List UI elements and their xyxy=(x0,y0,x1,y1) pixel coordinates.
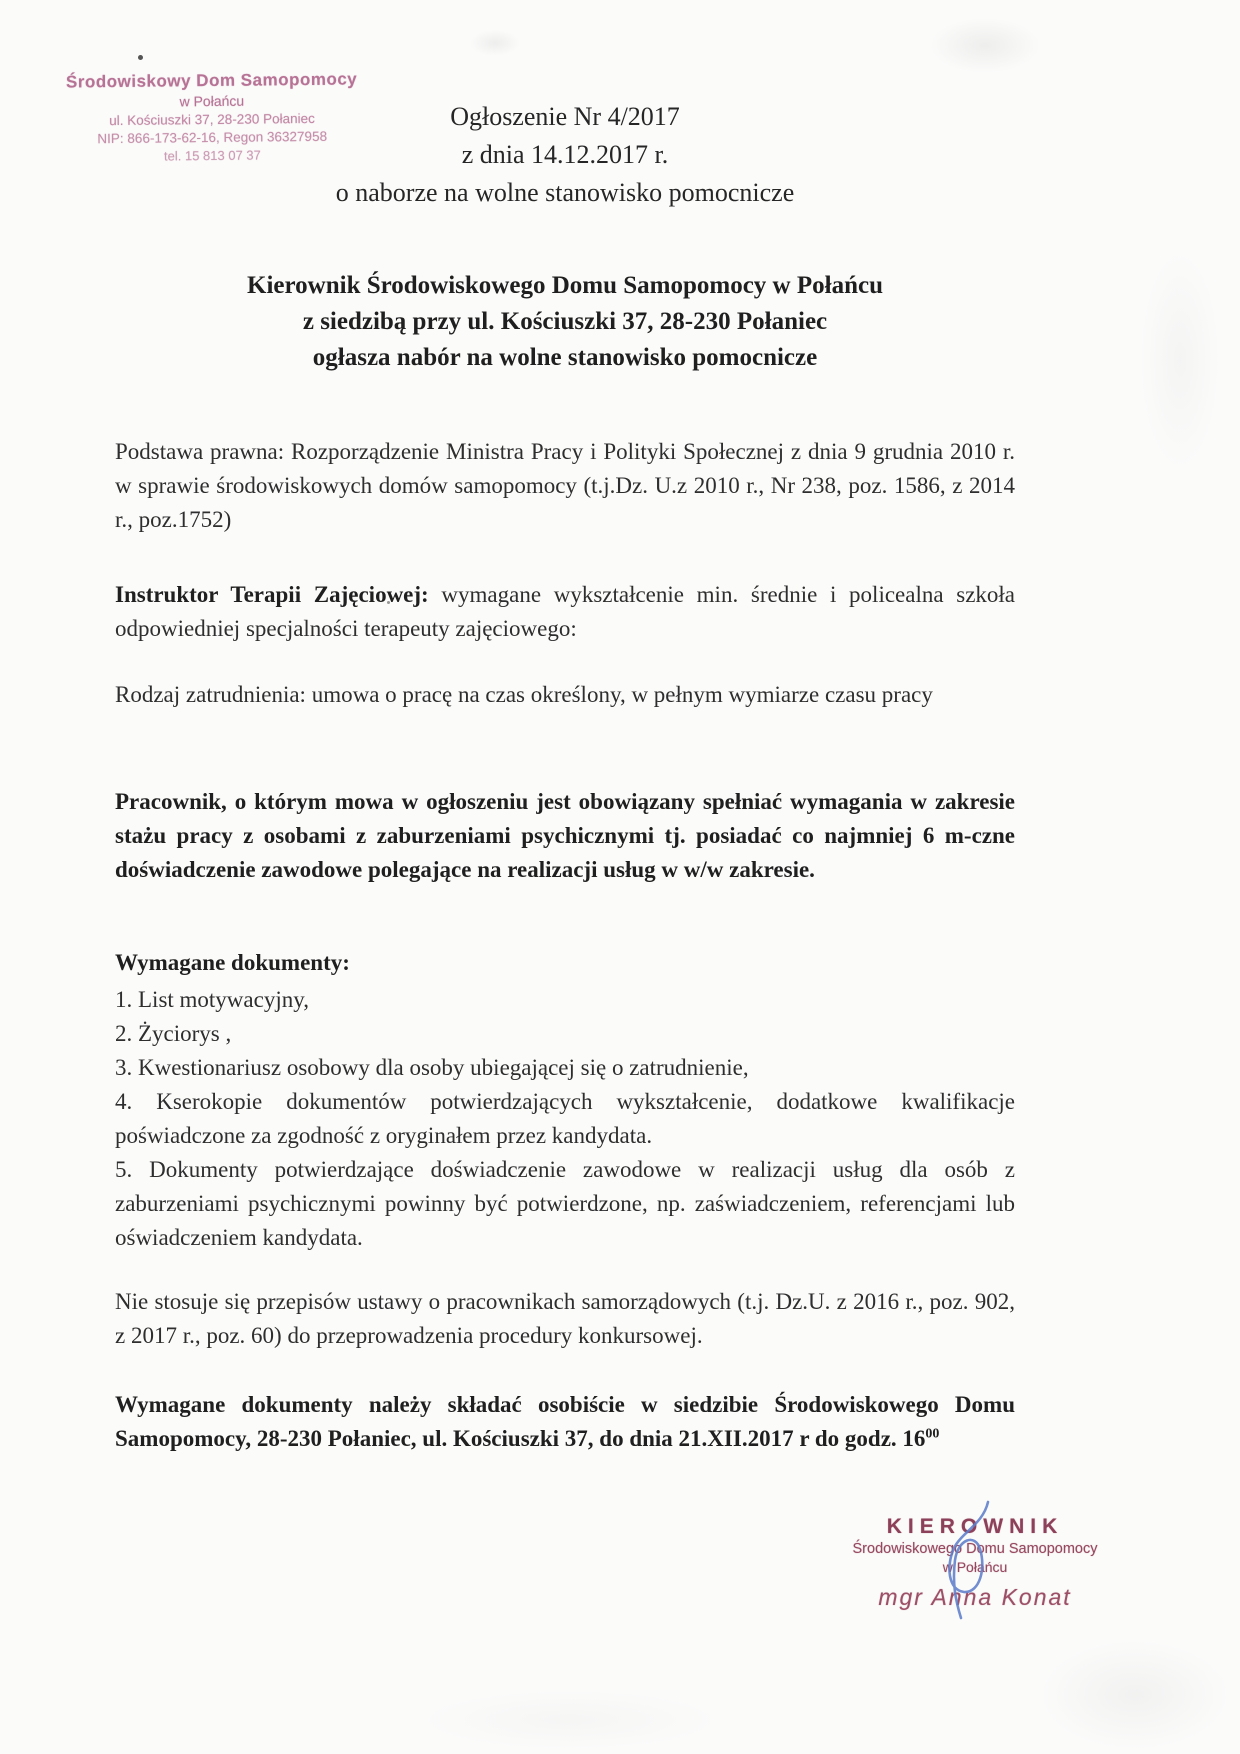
document-list-item: 2. Życiorys , xyxy=(115,1021,232,1046)
submission-text: Wymagane dokumenty należy składać osobiście w siedzibie Środowiskowego Domu Samopomocy, 28-230 Połaniec, ul. Kościuszki 37, do dnia 21.XII.2017 r do godz. 16 xyxy=(115,1392,1015,1451)
document-list-item: 5. Dokumenty potwierdzające doświadczenie zawodowe w realizacji usług dla osób z zaburzeniami psychicznymi powinny być potwierdzone, np. zaświadczeniem, referencjami lub oświadczeniem kandydata. xyxy=(115,1157,1015,1250)
position-requirements: wymagane wykształcenie min. średnie i policealna szkoła odpowiedniej specjalności terapeuty zajęciowego: xyxy=(115,582,1016,641)
paragraph-legal-basis: Podstawa prawna: Rozporządzenie Ministra Pracy i Polityki Społecznej z dnia 9 grudnia 2010 r. w sprawie środowiskowych domów samopomocy (t.j.Dz. U.z 2010 r., Nr 238, poz. 1586, z 2014 r., poz.1752) xyxy=(115,439,1015,532)
scan-smudge xyxy=(1040,1640,1230,1750)
office-stamp-phone: tel. 15 813 07 37 xyxy=(163,147,261,164)
announcement-subject: o naborze na wolne stanowisko pomocnicze xyxy=(335,178,795,207)
office-stamp-nip-regon: NIP: 866-173-62-16, Regon 36327958 xyxy=(97,128,328,147)
submission-hour-superscript: 00 xyxy=(925,1426,940,1442)
signature-stamp-city: w Połańcu xyxy=(942,1559,1008,1575)
document-list-item: 3. Kwestionariusz osobowy dla osoby ubiegającej się o zatrudnienie, xyxy=(115,1055,749,1080)
scan-speck xyxy=(138,55,143,60)
required-documents-heading: Wymagane dokumenty: xyxy=(115,950,350,975)
office-stamp-address: ul. Kościuszki 37, 28-230 Połaniec xyxy=(109,110,315,129)
scan-smudge xyxy=(420,1690,720,1750)
paragraph-exclusion-clause: Nie stosuje się przepisów ustawy o pracownikach samorządowych (t.j. Dz.U. z 2016 r., poz. 902, z 2017 r., poz. 60) do przeprowadzenia procedury konkursowej. xyxy=(115,1289,1015,1348)
paragraph-experience-requirement: Pracownik, o którym mowa w ogłoszeniu jest obowiązany spełniać wymagania w zakresie stażu pracy z osobami z zaburzeniami psychicznymi tj. posiadać co najmniej 6 m-czne doświadczenie zawodowe polegające na realizacji usług w w/w zakresie. xyxy=(115,789,1015,882)
paragraph-submission-info xyxy=(115,1388,1015,1456)
signature-stamp-name: mgr Anna Konat xyxy=(878,1584,1072,1610)
scan-smudge xyxy=(470,30,520,56)
office-stamp-org-name: Środowiskowy Dom Samopomocy xyxy=(65,69,358,92)
position-title: Instruktor Terapii Zajęciowej: xyxy=(115,582,429,607)
paragraph-position xyxy=(115,578,1015,646)
pen-signature xyxy=(920,1492,1010,1632)
scan-smudge xyxy=(1140,250,1220,470)
subtitle-issuer: Kierownik Środowiskowego Domu Samopomocy w Połańcu xyxy=(247,272,883,299)
paragraph-employment-type: Rodzaj zatrudnienia: umowa o pracę na czas określony, w pełnym wymiarze czasu pracy xyxy=(115,682,933,707)
document-list-item: 4. Kserokopie dokumentów potwierdzających wykształcenie, dodatkowe kwalifikacje poświadczone za zgodność z oryginałem przez kandydata. xyxy=(115,1089,1015,1148)
subtitle-statement: ogłasza nabór na wolne stanowisko pomocnicze xyxy=(312,344,818,371)
signature-stamp-role: KIEROWNIK xyxy=(886,1515,1064,1538)
announcement-date: z dnia 14.12.2017 r. xyxy=(461,140,669,169)
announcement-title xyxy=(115,98,1015,212)
signature-stamp-org: Środowiskowego Domu Samopomocy xyxy=(852,1541,1098,1557)
announcement-number: Ogłoszenie Nr 4/2017 xyxy=(450,102,680,131)
announcement-subtitle xyxy=(115,268,1015,376)
scan-smudge xyxy=(930,18,1040,73)
subtitle-address: z siedzibą przy ul. Kościuszki 37, 28-230 Połaniec xyxy=(302,308,828,335)
office-stamp-city: w Połańcu xyxy=(179,92,245,110)
document-list-item: 1. List motywacyjny, xyxy=(115,987,309,1012)
